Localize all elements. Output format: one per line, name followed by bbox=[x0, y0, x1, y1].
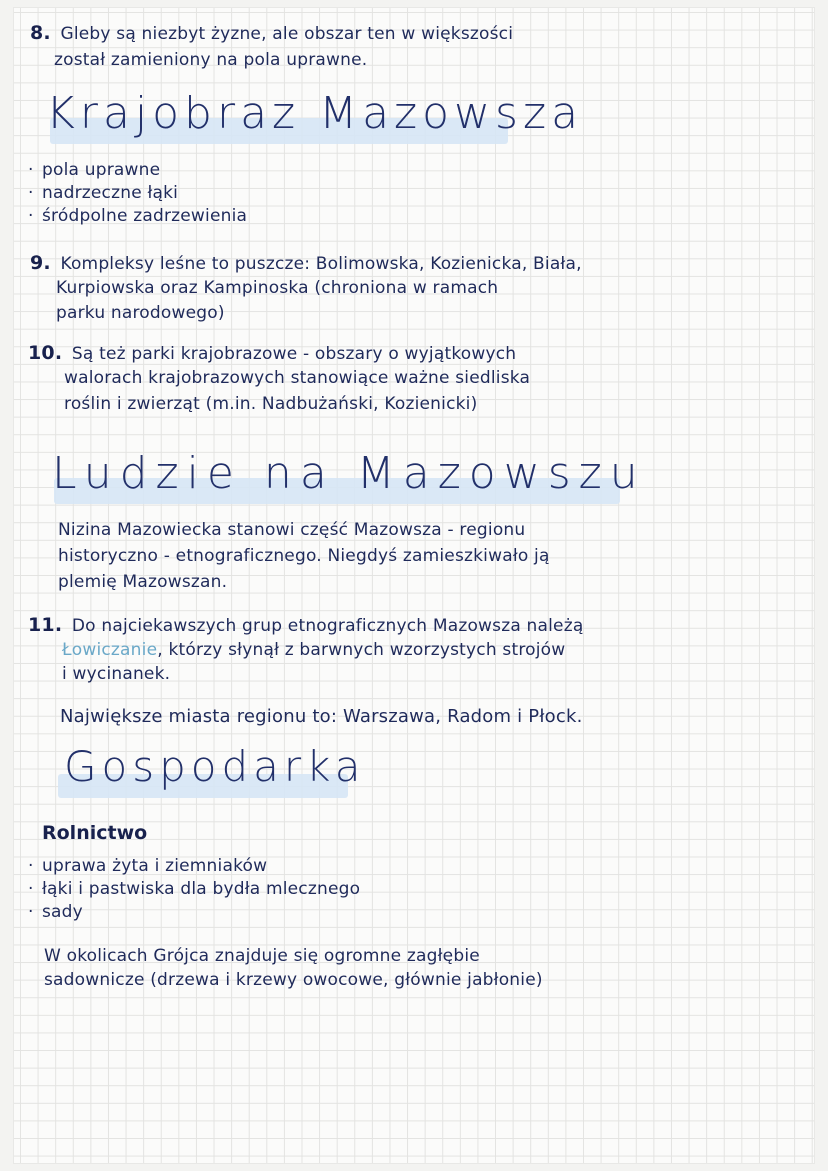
list-item: · pola uprawne bbox=[28, 160, 161, 180]
list-item: · nadrzeczne łąki bbox=[28, 183, 179, 203]
point-9-line-3: parku narodowego) bbox=[56, 303, 225, 323]
point-10-line-3: roślin i zwierząt (m.in. Nadbużański, Kozienicki) bbox=[64, 394, 478, 414]
list-item: · sady bbox=[28, 902, 83, 922]
heading-krajobraz: Krajobraz Mazowsza bbox=[46, 88, 584, 139]
heading-ludzie: Ludzie na Mazowszu bbox=[52, 448, 646, 499]
point-8-number: 8. bbox=[30, 22, 51, 44]
point-10-number: 10. bbox=[28, 342, 63, 364]
point-11-number: 11. bbox=[28, 614, 63, 636]
point-9-number: 9. bbox=[30, 252, 51, 274]
people-line-2: historyczno - etnograficznego. Niegdyś zamieszkiwało ją bbox=[58, 546, 550, 566]
point-9-line-1: 9. Kompleksy leśne to puszcze: Bolimowska, Kozienicka, Biała, bbox=[30, 252, 582, 274]
lowiczanie-term: Łowiczanie bbox=[62, 640, 158, 660]
point-8-line-1 bbox=[30, 22, 513, 44]
agri-subheading: Rolnictwo bbox=[42, 822, 148, 844]
point-8-line-2: został zamieniony na pola uprawne. bbox=[54, 50, 368, 70]
orchard-line-1: W okolicach Grójca znajduje się ogromne zagłębie bbox=[44, 946, 480, 966]
heading-gospodarka: Gospodarka bbox=[64, 742, 366, 791]
point-10-line-1: 10. Są też parki krajobrazowe - obszary o wyjątkowych bbox=[28, 342, 517, 364]
orchard-line-2: sadownicze (drzewa i krzewy owocowe, głównie jabłonie) bbox=[44, 970, 543, 990]
people-line-3: plemię Mazowszan. bbox=[58, 572, 228, 592]
cities-line: Największe miasta regionu to: Warszawa, Radom i Płock. bbox=[60, 706, 583, 727]
people-line-1: Nizina Mazowiecka stanowi część Mazowsza - regionu bbox=[58, 520, 526, 540]
point-9-line-2: Kurpiowska oraz Kampinoska (chroniona w ramach bbox=[56, 278, 499, 298]
point-11-line-1: 11. Do najciekawszych grup etnograficznych Mazowsza należą bbox=[28, 614, 584, 636]
list-item: · uprawa żyta i ziemniaków bbox=[28, 856, 268, 876]
point-11-line-2: Łowiczanie, którzy słynął z barwnych wzorzystych strojów bbox=[62, 640, 566, 660]
list-item: · łąki i pastwiska dla bydła mlecznego bbox=[28, 879, 361, 899]
point-8-text-1: Gleby są niezbyt żyzne, ale obszar ten w większości bbox=[60, 24, 514, 44]
point-11-line-3: i wycinanek. bbox=[62, 664, 171, 684]
notebook-page bbox=[14, 8, 814, 1163]
list-item: · śródpolne zadrzewienia bbox=[28, 206, 248, 226]
point-10-line-2: walorach krajobrazowych stanowiące ważne siedliska bbox=[64, 368, 531, 388]
